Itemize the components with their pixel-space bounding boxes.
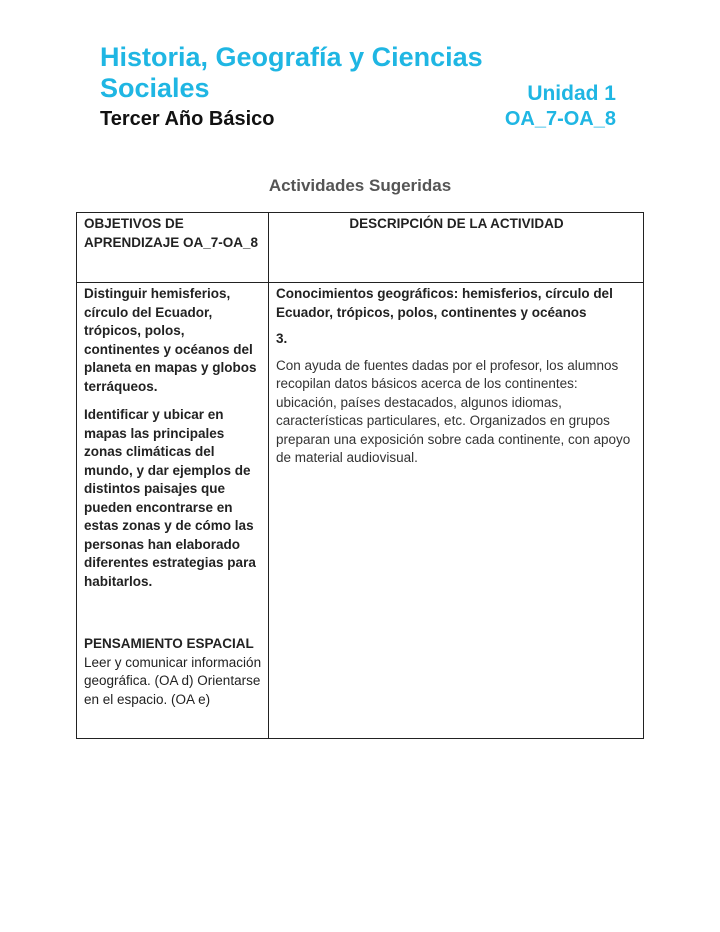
- activity-description: Con ayuda de fuentes dadas por el profesor, los alumnos recopilan datos básicos acerca de los continentes: ubicación, países destacados, algunos idiomas, características particulares, etc. Organizados en grupos preparan una exposición sobre cada continente, con apoyo de material audiovisual.: [276, 357, 631, 465]
- description-header: DESCRIPCIÓN DE LA ACTIVIDAD: [269, 213, 644, 283]
- activity-topic: Conocimientos geográficos: hemisferios, círculo del Ecuador, trópicos, polos, continentes y océanos: [276, 286, 613, 320]
- unit-label: Unidad 1: [527, 82, 616, 105]
- activity-cell: [269, 283, 644, 739]
- objectives-cell: [77, 283, 269, 739]
- oa-code: OA_7-OA_8: [504, 108, 616, 130]
- spatial-thinking-block: [84, 635, 262, 709]
- spatial-thinking-text: Leer y comunicar información geográfica. (OA d) Orientarse en el espacio. (OA e): [84, 654, 262, 707]
- activity-table: [76, 212, 644, 739]
- table-header-row: [77, 213, 644, 283]
- objectives-header: OBJETIVOS DE APRENDIZAJE OA_7-OA_8: [77, 213, 269, 283]
- table-row: [77, 283, 644, 739]
- spatial-thinking-title: PENSAMIENTO ESPACIAL: [84, 636, 254, 651]
- objective-item: Distinguir hemisferios, círculo del Ecuador, trópicos, polos, continentes y océanos del planeta en mapas y globos terráqueos.: [84, 286, 257, 394]
- objective-item: Identificar y ubicar en mapas las principales zonas climáticas del mundo, y dar ejemplos de distintos paisajes que pueden encontrarse en estas zonas y de cómo las personas han elaborado diferentes estrategias para habitarlos.: [84, 407, 256, 589]
- subject-title: Historia, Geografía y Ciencias Sociales: [100, 42, 483, 103]
- activity-number: 3.: [276, 331, 288, 346]
- grade-label: Tercer Año Básico: [100, 108, 275, 130]
- section-heading: Actividades Sugeridas: [268, 176, 452, 195]
